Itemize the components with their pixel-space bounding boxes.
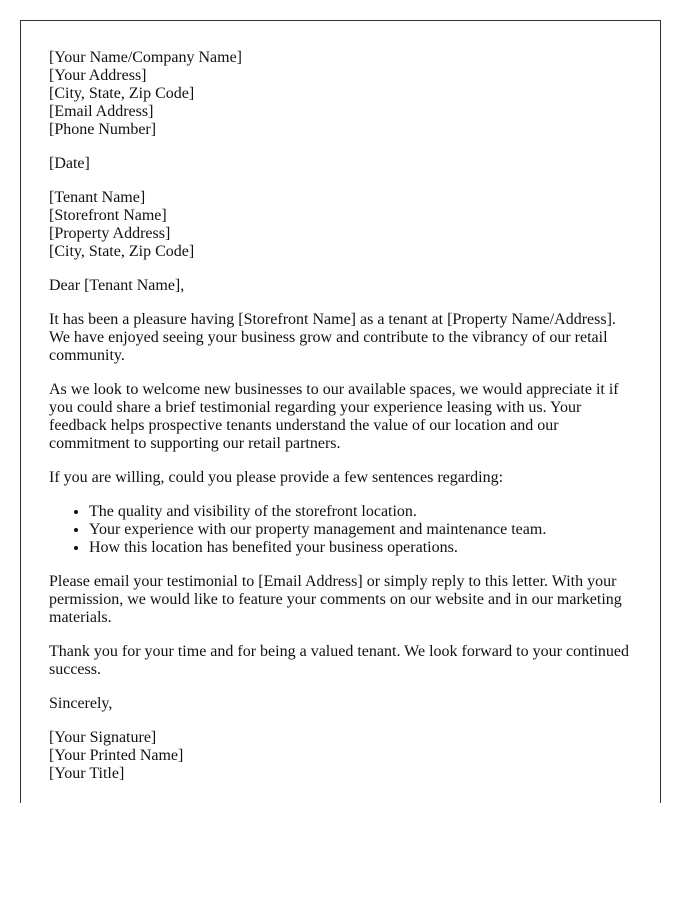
- date: [Date]: [49, 155, 90, 172]
- recipient-storefront: [Storefront Name]: [49, 207, 167, 224]
- sender-block: [49, 49, 632, 139]
- body-paragraph: Please email your testimonial to [Email Address] or simply reply to this letter. With your permission, we would like to feature your comments on our website and in our marketing materials.: [49, 573, 622, 626]
- body-paragraph: Thank you for your time and for being a valued tenant. We look forward to your continued success.: [49, 643, 630, 678]
- sender-phone: [Phone Number]: [49, 121, 157, 138]
- body-paragraph: As we look to welcome new businesses to our available spaces, we would appreciate it if you could share a brief testimonial regarding your experience leasing with us. Your feedback helps prospective tenants understand the value of our location and our commitment to supporting our retail partners.: [49, 381, 619, 452]
- letter: [20, 20, 661, 803]
- sender-email: [Email Address]: [49, 103, 154, 120]
- sender-city: [City, State, Zip Code]: [49, 85, 195, 102]
- list-item: • How this location has benefited your business operations.: [89, 539, 632, 557]
- signoff: Sincerely,: [49, 695, 113, 712]
- signature-block: [49, 729, 632, 783]
- body-paragraph: If you are willing, could you please provide a few sentences regarding:: [49, 469, 504, 486]
- recipient-block: [49, 189, 632, 261]
- testimonial-topics-list: [49, 503, 632, 557]
- body-paragraph: It has been a pleasure having [Storefront Name] as a tenant at [Property Name/Address]. We have enjoyed seeing your business grow and contribute to the vibrancy of our retail community.: [49, 311, 616, 364]
- recipient-city: [City, State, Zip Code]: [49, 243, 195, 260]
- recipient-name: [Tenant Name]: [49, 189, 146, 206]
- list-item: • The quality and visibility of the storefront location.: [89, 503, 632, 521]
- list-item: • Your experience with our property management and maintenance team.: [89, 521, 632, 539]
- salutation: Dear [Tenant Name],: [49, 277, 185, 294]
- recipient-address: [Property Address]: [49, 225, 171, 242]
- title: [Your Title]: [49, 765, 125, 782]
- sender-address: [Your Address]: [49, 67, 147, 84]
- sender-name: [Your Name/Company Name]: [49, 49, 243, 66]
- signature: [Your Signature]: [49, 729, 157, 746]
- printed-name: [Your Printed Name]: [49, 747, 184, 764]
